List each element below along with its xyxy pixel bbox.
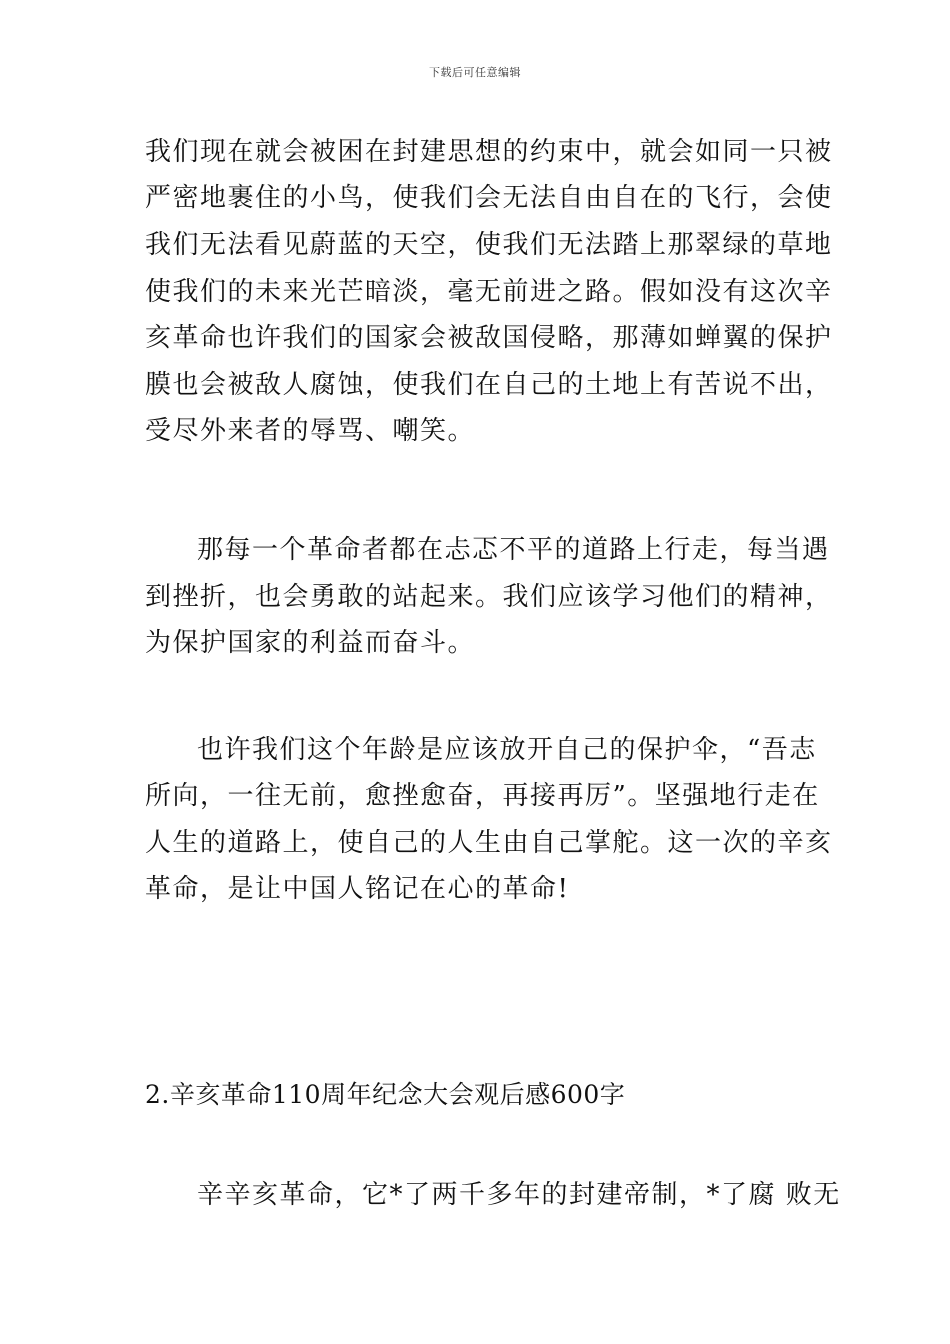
paragraph-3-line-4: 革命，是让中国人铭记在心的革命! — [145, 874, 570, 904]
paragraph-2-line-3: 为保护国家的利益而奋斗。 — [145, 628, 476, 658]
page-header: 下载后可任意编辑 — [429, 66, 521, 79]
paragraph-1-line-7: 受尽外来者的辱骂、嘲笑。 — [145, 416, 476, 446]
paragraph-3-line-2: 所向，一往无前，愈挫愈奋，再接再厉”。坚强地行走在 — [145, 781, 820, 811]
final-paragraph-line-1: 辛辛亥革命，它*了两千多年的封建帝制，*了腐 败无 — [197, 1180, 841, 1210]
paragraph-1-line-2: 严密地裹住的小鸟，使我们会无法自由自在的飞行，会使 — [145, 183, 833, 213]
paragraph-1-line-5: 亥革命也许我们的国家会被敌国侵略，那薄如蝉翼的保护 — [145, 323, 833, 353]
paragraph-2-line-1: 那每一个革命者都在忐忑不平的道路上行走，每当遇 — [197, 535, 830, 565]
section-heading: 2.辛亥革命110周年纪念大会观后感600字 — [145, 1080, 626, 1109]
paragraph-1-line-1: 我们现在就会被困在封建思想的约束中，就会如同一只被 — [145, 137, 833, 167]
paragraph-2-line-2: 到挫折，也会勇敢的站起来。我们应该学习他们的精神， — [145, 582, 833, 612]
paragraph-1-line-4: 使我们的未来光芒暗淡，毫无前进之路。假如没有这次辛 — [145, 277, 833, 307]
paragraph-3-line-1: 也许我们这个年龄是应该放开自己的保护伞，“吾志 — [197, 735, 817, 765]
paragraph-3-line-3: 人生的道路上，使自己的人生由自己掌舵。这一次的辛亥 — [145, 828, 833, 858]
paragraph-1-line-3: 我们无法看见蔚蓝的天空，使我们无法踏上那翠绿的草地 — [145, 230, 833, 260]
paragraph-1-line-6: 膜也会被敌人腐蚀，使我们在自己的土地上有苦说不出， — [145, 370, 833, 400]
